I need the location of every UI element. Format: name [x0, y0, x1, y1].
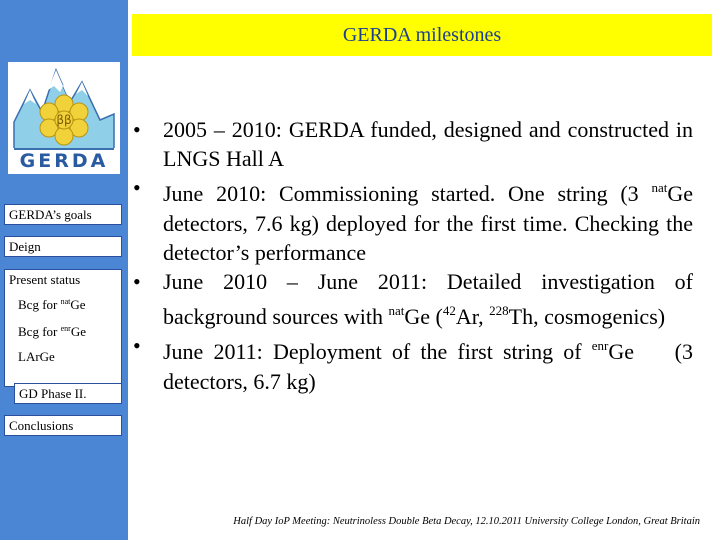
sidebar [0, 0, 128, 540]
bullet-item: • June 2011: Deployment of the first string of $^{enr}$Ge (3 detectors, 6.7 kg) [133, 333, 693, 394]
bullet-item: • June 2010: Commissioning started. One string (3 $^{nat}$Ge detectors, 7.6 kg) deployed for the first time. Checking the detector’s performance [133, 175, 693, 265]
footer-text: Half Day IoP Meeting: Neutrinoless Double Beta Decay, 12.10.2011 University College London, Great Britain [233, 516, 700, 527]
bullet-item: • 2005 – 2010: GERDA funded, designed and constructed in LNGS Hall A [133, 117, 693, 172]
logo-text: GERDA [19, 150, 109, 172]
bullet-item: • June 2010 – June 2011: Detailed investigation of background sources with $^{nat}$Ge ($^{42}$Ar, $^{228}$Th, cosmogenics) [133, 269, 693, 330]
gerda-logo [8, 62, 120, 174]
slide-title: GERDA milestones [132, 14, 712, 56]
nav-conclusions[interactable]: Conclusions [4, 415, 122, 436]
nav-phase2[interactable]: GD Phase II. [14, 383, 122, 404]
nav-deign[interactable]: Deign [4, 236, 122, 257]
nav-large[interactable]: LArGe [18, 349, 55, 364]
nav-bcg-enr[interactable]: Bcg for $^{enr}$Ge [18, 324, 86, 339]
nav-present-status[interactable]: Present status [4, 269, 122, 387]
nav-goals[interactable]: GERDA’s goals [4, 204, 122, 225]
logo-symbol: ββ [56, 113, 72, 127]
bullet-list [133, 115, 693, 396]
nav-bcg-nat[interactable]: Bcg for $^{nat}$Ge [18, 297, 86, 312]
